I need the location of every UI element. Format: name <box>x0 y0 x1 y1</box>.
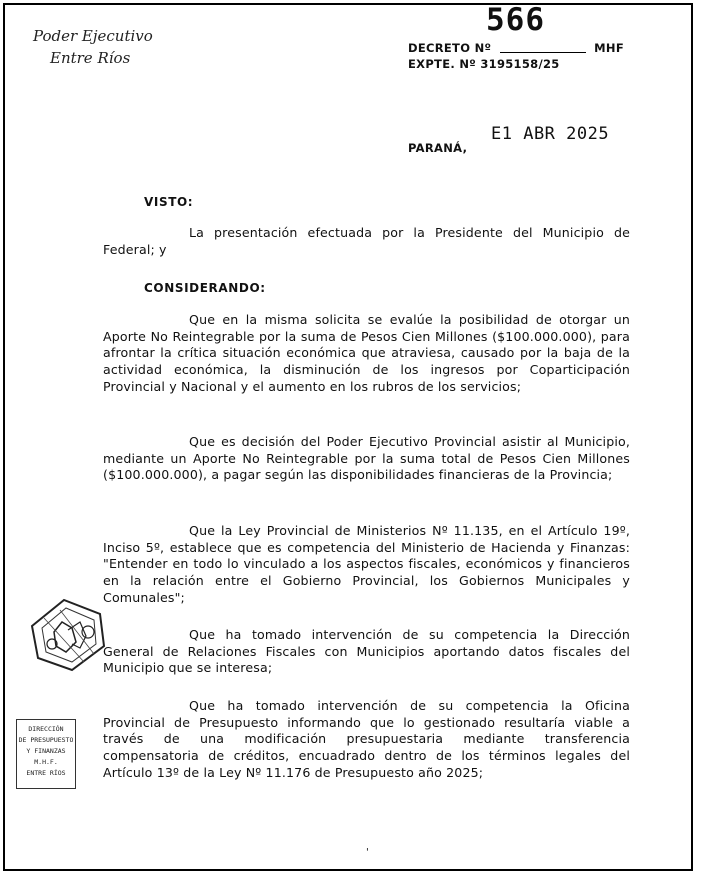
considerando-paragraph-2: Que es decisión del Poder Ejecutivo Provincial asistir al Municipio, mediante un Aporte No Reintegrable por la suma total de Pesos Cien Millones ($100.000.000), a pagar según las disponibilidades financieras de la Provincia; <box>103 434 630 483</box>
expte-number: EXPTE. Nº 3195158/25 <box>408 57 560 71</box>
visto-heading: VISTO: <box>144 195 194 209</box>
decree-suffix: MHF <box>594 41 624 55</box>
decree-number: 566 <box>486 2 545 38</box>
decree-line <box>408 41 626 55</box>
place-city: PARANÁ, <box>408 141 468 155</box>
stamp-line: Y FINANZAS <box>26 747 66 755</box>
official-seal-stamp <box>24 592 110 676</box>
considerando-paragraph-1: Que en la misma solicita se evalúe la posibilidad de otorgar un Aporte No Reintegrable por la suma de Pesos Cien Millones ($100.000.000), para afrontar la crítica situación económica que atraviesa, causado por la baja de la actividad económica, la disminución de los ingresos por Coparticipación Provincial y Nacional y el aumento en los rubros de los servicios; <box>103 312 630 394</box>
considerando-heading: CONSIDERANDO: <box>144 281 266 295</box>
considerando-paragraph-5: Que ha tomado intervención de su competencia la Oficina Provincial de Presupuesto informando que lo gestionado resultaría viable a través de una modificación presupuestaria mediante transferencia compensatoria de créditos, encuadrado dentro de los términos legales del Artículo 13º de la Ley Nº 11.176 de Presupuesto año 2025; <box>103 698 630 780</box>
letterhead-line-2: Entre Ríos <box>50 49 131 67</box>
letterhead-line-1: Poder Ejecutivo <box>33 27 153 45</box>
stamp-line: ENTRE RÍOS <box>26 769 66 777</box>
budget-office-stamp <box>16 719 76 789</box>
considerando-paragraph-3: Que la Ley Provincial de Ministerios Nº 11.135, en el Artículo 19º, Inciso 5º, establece que es competencia del Ministerio de Hacienda y Finanzas: "Entender en todo lo vinculado a los aspectos fiscales, económicos y financieros en la relación entre el Gobierno Provincial, los Gobiernos Municipales y Comunales"; <box>103 523 630 605</box>
decree-underline <box>500 52 586 53</box>
stamp-line: DE PRESUPUESTO <box>18 736 74 744</box>
considerando-paragraph-4: Que ha tomado intervención de su competencia la Dirección General de Relaciones Fiscales con Municipios aportando datos fiscales del Municipio que se interesa; <box>103 627 630 676</box>
stamp-line: M.H.F. <box>34 758 58 766</box>
stamp-line: DIRECCIÓN <box>28 725 64 733</box>
footer-mark: ' <box>366 847 369 858</box>
date-stamp: E1 ABR 2025 <box>491 124 610 144</box>
visto-text: La presentación efectuada por la Presidente del Municipio de Federal; y <box>103 225 630 257</box>
decree-label: DECRETO Nº <box>408 41 492 55</box>
